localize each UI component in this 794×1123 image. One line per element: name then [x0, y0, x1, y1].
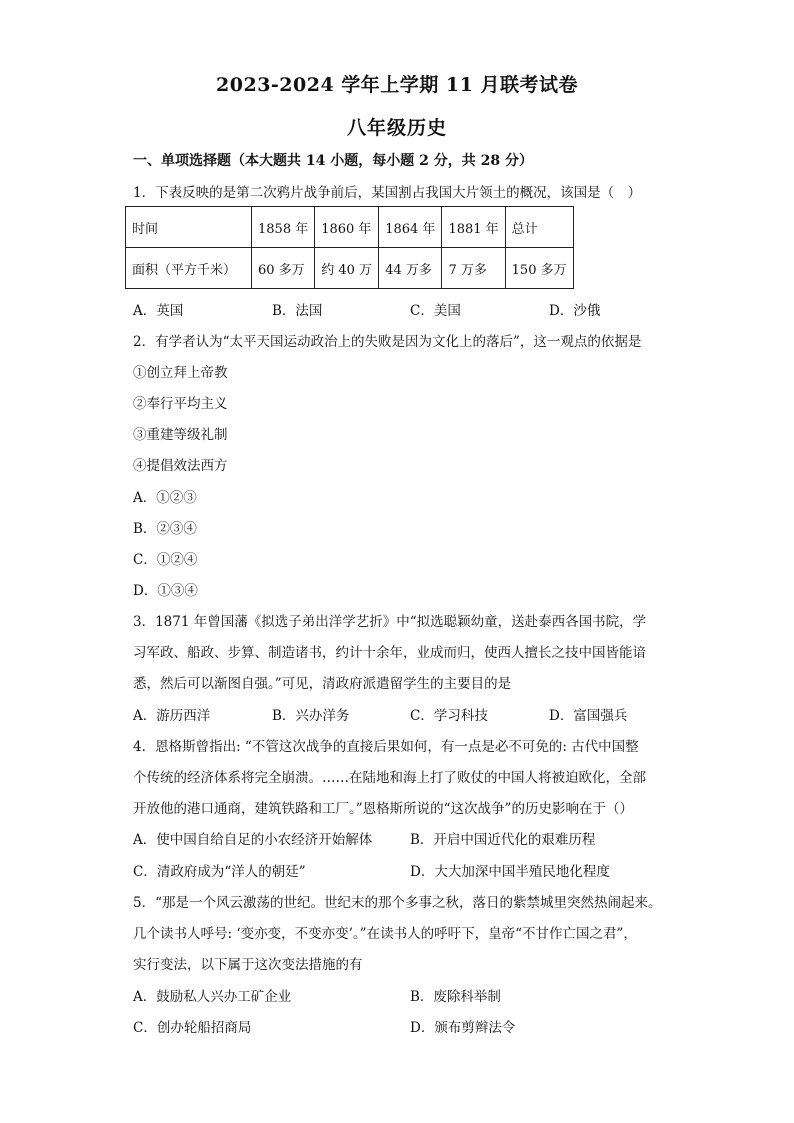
q1-option-a[interactable]: A．英国	[133, 303, 184, 319]
q4-stem-line: 个传统的经济体系将完全崩溃。……在陆地和海上打了败仗的中国人将被迫欧化，全部	[133, 770, 646, 786]
table-cell: 60 多万	[252, 248, 315, 289]
q2-option-c[interactable]: C．①②④	[133, 552, 198, 568]
q3-option-b[interactable]: B．兴办洋务	[272, 708, 350, 724]
table-cell: 1881 年	[442, 207, 505, 248]
q2-item: ①创立拜上帝教	[133, 365, 228, 381]
q5-option-b[interactable]: B．废除科举制	[410, 989, 501, 1005]
exam-title: 2023-2024 学年上学期 11 月联考试卷	[216, 74, 578, 96]
q5-stem-line: 几个读书人呼号: ‘变亦变，不变亦变’。”在读书人的呼吁下，皇帝“不甘作亡国之君”，	[133, 926, 637, 942]
q4-option-c[interactable]: C．清政府成为“洋人的朝廷”	[133, 864, 306, 880]
q1-stem: 1．下表反映的是第二次鸦片战争前后，某国割占我国大片领土的概况，该国是（ ）	[133, 185, 642, 201]
table-cell: 1858 年	[252, 207, 315, 248]
q2-item: ④提倡效法西方	[133, 458, 228, 474]
table-cell: 1864 年	[379, 207, 442, 248]
q3-stem-line: 悉，然后可以渐图自强。”可见，清政府派遣留学生的主要目的是	[133, 676, 512, 692]
q5-option-d[interactable]: D．颁布剪辫法令	[410, 1020, 516, 1036]
table-cell: 时间	[126, 207, 252, 248]
q1-option-b[interactable]: B．法国	[272, 303, 323, 319]
q3-stem-line: 3．1871 年曾国藩《拟选子弟出洋学艺折》中“拟选聪颖幼童，送赴泰西各国书院，学	[133, 614, 647, 630]
q4-stem-line: 开放他的港口通商，建筑铁路和工厂。”恩格斯所说的“这次战争”的历史影响在于（）	[133, 801, 633, 817]
q4-stem-line: 4．恩格斯曾指出: “不管这次战争的直接后果如何，有一点是必不可免的: 古代中国整	[133, 739, 639, 755]
q2-stem: 2．有学者认为“太平天国运动政治上的失败是因为文化上的落后”，这一观点的依据是	[133, 334, 642, 350]
q5-stem-line: 5．“那是一个风云激荡的世纪。世纪末的那个多事之秋，落日的紫禁城里突然热闹起来。	[133, 895, 662, 911]
q3-option-c[interactable]: C．学习科技	[410, 708, 488, 724]
q2-option-b[interactable]: B．②③④	[133, 521, 197, 537]
q4-option-b[interactable]: B．开启中国近代化的艰难历程	[410, 832, 596, 848]
table-cell: 1860 年	[315, 207, 379, 248]
q1-option-d[interactable]: D．沙俄	[549, 303, 601, 319]
table-cell: 44 万多	[379, 248, 442, 289]
table-cell: 7 万多	[442, 248, 505, 289]
exam-subtitle: 八年级历史	[346, 117, 447, 139]
q2-option-d[interactable]: D．①③④	[133, 583, 198, 599]
q3-option-d[interactable]: D．富国强兵	[549, 708, 628, 724]
table-row	[126, 207, 574, 248]
q5-option-a[interactable]: A．鼓励私人兴办工矿企业	[133, 989, 292, 1005]
table-cell: 总计	[505, 207, 573, 248]
q4-option-a[interactable]: A．使中国自给自足的小农经济开始解体	[133, 832, 373, 848]
table-row	[126, 248, 574, 289]
q3-option-a[interactable]: A．游历西洋	[133, 708, 211, 724]
q2-item: ③重建等级礼制	[133, 427, 228, 443]
q4-option-d[interactable]: D．大大加深中国半殖民地化程度	[410, 864, 610, 880]
table-cell: 150 多万	[505, 248, 573, 289]
section-heading: 一、单项选择题（本大题共 14 小题，每小题 2 分，共 28 分）	[133, 153, 533, 169]
table-cell: 面积（平方千米）	[126, 248, 252, 289]
table-cell: 约 40 万	[315, 248, 379, 289]
q2-item: ②奉行平均主义	[133, 396, 228, 412]
q2-option-a[interactable]: A．①②③	[133, 490, 197, 506]
q1-table	[125, 206, 574, 289]
q5-stem-line: 实行变法，以下属于这次变法措施的有	[133, 957, 363, 973]
q5-option-c[interactable]: C．创办轮船招商局	[133, 1020, 252, 1036]
q3-stem-line: 习军政、船政、步算、制造诸书，约计十余年，业成而归，使西人擅长之技中国皆能谙	[133, 645, 646, 661]
q1-option-c[interactable]: C．美国	[410, 303, 461, 319]
